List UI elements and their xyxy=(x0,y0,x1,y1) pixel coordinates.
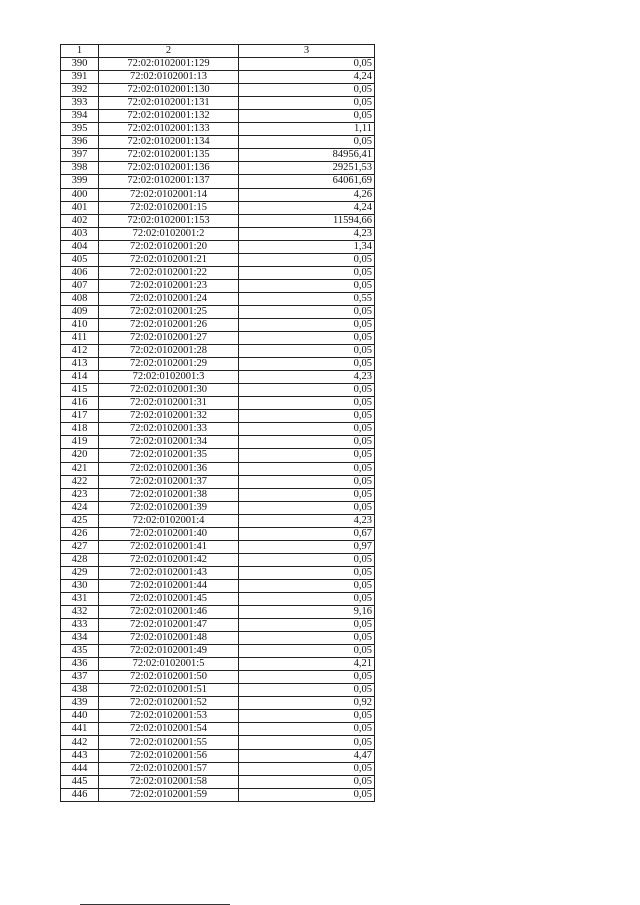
table-row xyxy=(61,736,375,749)
cadastral-number: 72:02:0102001:37 xyxy=(99,475,239,488)
row-value: 0,67 xyxy=(239,527,375,540)
row-number: 416 xyxy=(61,397,99,410)
cadastral-number: 72:02:0102001:132 xyxy=(99,110,239,123)
table-row xyxy=(61,762,375,775)
row-number: 444 xyxy=(61,762,99,775)
row-value: 1,34 xyxy=(239,240,375,253)
row-number: 400 xyxy=(61,188,99,201)
row-number: 398 xyxy=(61,162,99,175)
cadastral-number: 72:02:0102001:53 xyxy=(99,710,239,723)
table-row xyxy=(61,462,375,475)
row-number: 436 xyxy=(61,658,99,671)
cadastral-number: 72:02:0102001:130 xyxy=(99,84,239,97)
cadastral-number: 72:02:0102001:134 xyxy=(99,136,239,149)
table-row xyxy=(61,305,375,318)
row-number: 395 xyxy=(61,123,99,136)
table-row xyxy=(61,475,375,488)
table-row xyxy=(61,671,375,684)
table-row xyxy=(61,658,375,671)
table-row xyxy=(61,710,375,723)
cadastral-number: 72:02:0102001:31 xyxy=(99,397,239,410)
table-row xyxy=(61,149,375,162)
table-row xyxy=(61,697,375,710)
row-value: 0,05 xyxy=(239,97,375,110)
row-value: 0,05 xyxy=(239,332,375,345)
row-value: 0,05 xyxy=(239,410,375,423)
row-value: 9,16 xyxy=(239,606,375,619)
table-row xyxy=(61,58,375,71)
data-table xyxy=(60,44,375,802)
row-value: 0,05 xyxy=(239,671,375,684)
cadastral-number: 72:02:0102001:34 xyxy=(99,436,239,449)
row-value: 4,24 xyxy=(239,201,375,214)
cadastral-number: 72:02:0102001:153 xyxy=(99,214,239,227)
row-number: 394 xyxy=(61,110,99,123)
row-number: 437 xyxy=(61,671,99,684)
row-number: 399 xyxy=(61,175,99,188)
row-number: 407 xyxy=(61,279,99,292)
cadastral-number: 72:02:0102001:22 xyxy=(99,266,239,279)
row-value: 29251,53 xyxy=(239,162,375,175)
cadastral-number: 72:02:0102001:2 xyxy=(99,227,239,240)
table-row xyxy=(61,540,375,553)
row-number: 424 xyxy=(61,501,99,514)
row-value: 0,05 xyxy=(239,684,375,697)
row-number: 417 xyxy=(61,410,99,423)
cadastral-number: 72:02:0102001:49 xyxy=(99,645,239,658)
row-value: 0,05 xyxy=(239,84,375,97)
row-number: 419 xyxy=(61,436,99,449)
cadastral-number: 72:02:0102001:4 xyxy=(99,514,239,527)
row-value: 0,05 xyxy=(239,579,375,592)
cadastral-number: 72:02:0102001:136 xyxy=(99,162,239,175)
row-number: 420 xyxy=(61,449,99,462)
row-number: 408 xyxy=(61,292,99,305)
table-row xyxy=(61,501,375,514)
table-header xyxy=(61,45,375,58)
table-row xyxy=(61,110,375,123)
table-row xyxy=(61,136,375,149)
table-row xyxy=(61,384,375,397)
row-value: 0,05 xyxy=(239,619,375,632)
row-value: 1,11 xyxy=(239,123,375,136)
cadastral-number: 72:02:0102001:13 xyxy=(99,71,239,84)
cadastral-number: 72:02:0102001:21 xyxy=(99,253,239,266)
row-value: 4,21 xyxy=(239,658,375,671)
table-row xyxy=(61,71,375,84)
table-row xyxy=(61,397,375,410)
cadastral-number: 72:02:0102001:29 xyxy=(99,358,239,371)
table-row xyxy=(61,214,375,227)
row-number: 442 xyxy=(61,736,99,749)
table-row xyxy=(61,227,375,240)
row-number: 429 xyxy=(61,566,99,579)
cadastral-number: 72:02:0102001:40 xyxy=(99,527,239,540)
table-row xyxy=(61,266,375,279)
row-value: 0,05 xyxy=(239,136,375,149)
row-number: 438 xyxy=(61,684,99,697)
table-row xyxy=(61,332,375,345)
cadastral-number: 72:02:0102001:137 xyxy=(99,175,239,188)
table-row xyxy=(61,566,375,579)
table-row xyxy=(61,514,375,527)
table-row xyxy=(61,619,375,632)
cadastral-number: 72:02:0102001:14 xyxy=(99,188,239,201)
cadastral-number: 72:02:0102001:38 xyxy=(99,488,239,501)
table-row xyxy=(61,371,375,384)
row-value: 0,05 xyxy=(239,318,375,331)
row-number: 391 xyxy=(61,71,99,84)
cadastral-number: 72:02:0102001:57 xyxy=(99,762,239,775)
row-value: 0,05 xyxy=(239,397,375,410)
row-value: 4,23 xyxy=(239,514,375,527)
cadastral-number: 72:02:0102001:39 xyxy=(99,501,239,514)
table-row xyxy=(61,162,375,175)
row-value: 0,05 xyxy=(239,775,375,788)
cadastral-number: 72:02:0102001:36 xyxy=(99,462,239,475)
row-number: 411 xyxy=(61,332,99,345)
cadastral-number: 72:02:0102001:15 xyxy=(99,201,239,214)
row-value: 0,05 xyxy=(239,762,375,775)
cadastral-number: 72:02:0102001:41 xyxy=(99,540,239,553)
table-row xyxy=(61,788,375,801)
cadastral-number: 72:02:0102001:48 xyxy=(99,632,239,645)
table-row xyxy=(61,201,375,214)
row-value: 0,05 xyxy=(239,788,375,801)
row-number: 390 xyxy=(61,58,99,71)
row-value: 4,23 xyxy=(239,371,375,384)
row-value: 0,05 xyxy=(239,345,375,358)
row-number: 426 xyxy=(61,527,99,540)
cadastral-number: 72:02:0102001:50 xyxy=(99,671,239,684)
header-col-3: 3 xyxy=(239,45,375,58)
cadastral-number: 72:02:0102001:43 xyxy=(99,566,239,579)
row-value: 0,05 xyxy=(239,384,375,397)
cadastral-number: 72:02:0102001:56 xyxy=(99,749,239,762)
cadastral-number: 72:02:0102001:25 xyxy=(99,305,239,318)
table-body xyxy=(61,58,375,802)
row-number: 405 xyxy=(61,253,99,266)
table-row xyxy=(61,684,375,697)
cadastral-number: 72:02:0102001:23 xyxy=(99,279,239,292)
row-value: 0,05 xyxy=(239,253,375,266)
row-value: 4,23 xyxy=(239,227,375,240)
row-number: 430 xyxy=(61,579,99,592)
row-value: 0,92 xyxy=(239,697,375,710)
row-number: 397 xyxy=(61,149,99,162)
table-row xyxy=(61,84,375,97)
cadastral-number: 72:02:0102001:33 xyxy=(99,423,239,436)
cadastral-number: 72:02:0102001:45 xyxy=(99,592,239,605)
table-row xyxy=(61,527,375,540)
row-value: 0,05 xyxy=(239,266,375,279)
cadastral-number: 72:02:0102001:32 xyxy=(99,410,239,423)
table-row xyxy=(61,279,375,292)
cadastral-number: 72:02:0102001:131 xyxy=(99,97,239,110)
row-number: 427 xyxy=(61,540,99,553)
table-row xyxy=(61,579,375,592)
table-row xyxy=(61,645,375,658)
row-number: 428 xyxy=(61,553,99,566)
cadastral-number: 72:02:0102001:51 xyxy=(99,684,239,697)
row-number: 413 xyxy=(61,358,99,371)
row-number: 421 xyxy=(61,462,99,475)
table-row xyxy=(61,449,375,462)
cadastral-number: 72:02:0102001:47 xyxy=(99,619,239,632)
table-row xyxy=(61,723,375,736)
cadastral-number: 72:02:0102001:5 xyxy=(99,658,239,671)
row-number: 422 xyxy=(61,475,99,488)
row-number: 403 xyxy=(61,227,99,240)
row-number: 440 xyxy=(61,710,99,723)
cadastral-number: 72:02:0102001:133 xyxy=(99,123,239,136)
row-number: 445 xyxy=(61,775,99,788)
row-number: 425 xyxy=(61,514,99,527)
row-value: 0,05 xyxy=(239,566,375,579)
row-number: 412 xyxy=(61,345,99,358)
row-number: 404 xyxy=(61,240,99,253)
header-row xyxy=(61,45,375,58)
cadastral-number: 72:02:0102001:55 xyxy=(99,736,239,749)
row-number: 443 xyxy=(61,749,99,762)
table-row xyxy=(61,123,375,136)
row-value: 0,05 xyxy=(239,553,375,566)
row-value: 4,47 xyxy=(239,749,375,762)
header-col-2: 2 xyxy=(99,45,239,58)
cadastral-number: 72:02:0102001:52 xyxy=(99,697,239,710)
row-value: 0,05 xyxy=(239,110,375,123)
table-row xyxy=(61,188,375,201)
header-col-1: 1 xyxy=(61,45,99,58)
row-number: 431 xyxy=(61,592,99,605)
row-value: 64061,69 xyxy=(239,175,375,188)
cadastral-number: 72:02:0102001:46 xyxy=(99,606,239,619)
row-number: 433 xyxy=(61,619,99,632)
row-number: 401 xyxy=(61,201,99,214)
row-value: 0,05 xyxy=(239,449,375,462)
table-row xyxy=(61,358,375,371)
table-row xyxy=(61,345,375,358)
cadastral-number: 72:02:0102001:135 xyxy=(99,149,239,162)
row-number: 423 xyxy=(61,488,99,501)
table-row xyxy=(61,423,375,436)
row-value: 4,26 xyxy=(239,188,375,201)
table-row xyxy=(61,606,375,619)
cadastral-number: 72:02:0102001:24 xyxy=(99,292,239,305)
table-row xyxy=(61,240,375,253)
cadastral-number: 72:02:0102001:27 xyxy=(99,332,239,345)
cadastral-number: 72:02:0102001:3 xyxy=(99,371,239,384)
row-number: 418 xyxy=(61,423,99,436)
row-number: 409 xyxy=(61,305,99,318)
row-value: 0,05 xyxy=(239,723,375,736)
table-row xyxy=(61,592,375,605)
row-number: 415 xyxy=(61,384,99,397)
cadastral-number: 72:02:0102001:26 xyxy=(99,318,239,331)
row-value: 0,05 xyxy=(239,475,375,488)
row-number: 434 xyxy=(61,632,99,645)
row-value: 0,05 xyxy=(239,488,375,501)
table-row xyxy=(61,253,375,266)
table-row xyxy=(61,553,375,566)
row-number: 439 xyxy=(61,697,99,710)
table-row xyxy=(61,97,375,110)
row-value: 4,24 xyxy=(239,71,375,84)
row-value: 0,05 xyxy=(239,710,375,723)
row-number: 414 xyxy=(61,371,99,384)
row-value: 0,05 xyxy=(239,632,375,645)
row-value: 0,55 xyxy=(239,292,375,305)
row-value: 0,05 xyxy=(239,423,375,436)
cadastral-number: 72:02:0102001:59 xyxy=(99,788,239,801)
table-row xyxy=(61,488,375,501)
cadastral-number: 72:02:0102001:20 xyxy=(99,240,239,253)
row-number: 441 xyxy=(61,723,99,736)
table-row xyxy=(61,292,375,305)
cadastral-number: 72:02:0102001:54 xyxy=(99,723,239,736)
row-value: 0,05 xyxy=(239,358,375,371)
row-value: 0,05 xyxy=(239,645,375,658)
row-value: 0,97 xyxy=(239,540,375,553)
row-number: 392 xyxy=(61,84,99,97)
row-value: 0,05 xyxy=(239,436,375,449)
table-row xyxy=(61,410,375,423)
row-value: 0,05 xyxy=(239,592,375,605)
row-number: 393 xyxy=(61,97,99,110)
cadastral-number: 72:02:0102001:44 xyxy=(99,579,239,592)
cadastral-number: 72:02:0102001:28 xyxy=(99,345,239,358)
row-number: 406 xyxy=(61,266,99,279)
row-value: 0,05 xyxy=(239,305,375,318)
row-value: 84956,41 xyxy=(239,149,375,162)
row-value: 0,05 xyxy=(239,462,375,475)
row-value: 0,05 xyxy=(239,501,375,514)
table-row xyxy=(61,749,375,762)
table-row xyxy=(61,436,375,449)
table-row xyxy=(61,175,375,188)
table-row xyxy=(61,318,375,331)
cadastral-number: 72:02:0102001:35 xyxy=(99,449,239,462)
row-number: 396 xyxy=(61,136,99,149)
cadastral-number: 72:02:0102001:30 xyxy=(99,384,239,397)
cadastral-number: 72:02:0102001:129 xyxy=(99,58,239,71)
row-number: 402 xyxy=(61,214,99,227)
row-value: 0,05 xyxy=(239,279,375,292)
cadastral-number: 72:02:0102001:58 xyxy=(99,775,239,788)
row-number: 435 xyxy=(61,645,99,658)
row-value: 0,05 xyxy=(239,58,375,71)
row-number: 410 xyxy=(61,318,99,331)
row-number: 446 xyxy=(61,788,99,801)
row-value: 11594,66 xyxy=(239,214,375,227)
row-number: 432 xyxy=(61,606,99,619)
table-row xyxy=(61,775,375,788)
table-row xyxy=(61,632,375,645)
cadastral-number: 72:02:0102001:42 xyxy=(99,553,239,566)
row-value: 0,05 xyxy=(239,736,375,749)
